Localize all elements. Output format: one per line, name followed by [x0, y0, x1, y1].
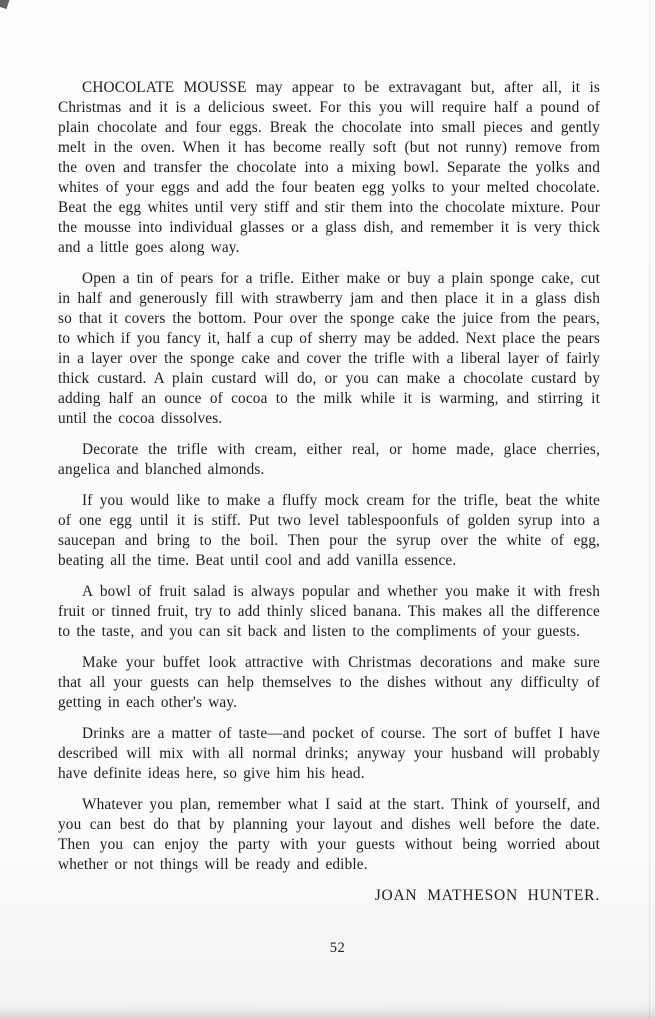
paragraph-pear-trifle: Open a tin of pears for a trifle. Either make or buy a plain sponge cake, cut in half and generously fill with strawberry jam and then place it in a glass dish so that it covers the bottom. Pour over the sponge cake the juice from the pears, to which if you fancy it, half a cup of sherry may be added. Next place the pears in a layer over the sponge cake and cover the trifle with a liberal layer of fairly thick custard. A plain custard will do, or you can make a chocolate custard by adding half an ounce of cocoa to the milk while it is warming, and stirring it until the cocoa dissolves.	[58, 270, 600, 427]
paragraph-mock-cream: If you would like to make a fluffy mock cream for the trifle, beat the white of one egg until it is stiff. Put two level tablespoonfuls of golden syrup into a saucepan and bring to the boil. Then pour the syrup over the white of egg, beating all the time. Beat until cool and add vanilla essence.	[58, 492, 600, 569]
paragraph-chocolate-mousse: CHOCOLATE MOUSSE may appear to be extravagant but, after all, it is Christmas and it is a delicious sweet. For this you will require half a pound of plain chocolate and four eggs. Break the chocolate into small pieces and gently melt in the oven. When it has become really soft (but not runny) remove from the oven and transfer the chocolate into a mixing bowl. Separate the yolks and whites of your eggs and add the four beaten egg yolks to your melted chocolate. Beat the egg whites until very stiff and stir them into the chocolate mixture. Pour the mousse into individual glasses or a glass dish, and remember it is very thick and a little goes along way.	[58, 79, 600, 256]
paragraph-decorate-trifle: Decorate the trifle with cream, either real, or home made, glace cherries, angelica and blanched almonds.	[58, 441, 600, 478]
scan-corner-mark	[0, 0, 11, 9]
scan-edge-line	[649, 0, 650, 1018]
page-number: 52	[329, 940, 346, 956]
paragraph-fruit-salad: A bowl of fruit salad is always popular and whether you make it with fresh fruit or tinned fruit, try to add thinly sliced banana. This makes all the difference to the taste, and you can sit back and listen to the compliments of your guests.	[58, 583, 600, 640]
paragraph-drinks: Drinks are a matter of taste—and pocket of course. The sort of buffet I have described will mix with all normal drinks; anyway your husband will probably have definite ideas here, so give him his head.	[58, 725, 600, 782]
page-text-block	[58, 78, 600, 906]
author-signature: JOAN MATHESON HUNTER.	[374, 887, 600, 904]
scan-bottom-shading	[0, 1004, 655, 1018]
paragraph-buffet-decorations: Make your buffet look attractive with Christmas decorations and make sure that all your guests can help themselves to the dishes without any difficulty of getting in each other's way.	[58, 654, 600, 711]
paragraph-closing-advice: Whatever you plan, remember what I said at the start. Think of yourself, and you can best do that by planning your layout and dishes well before the date. Then you can enjoy the party with your guests without being worried about whether or not things will be ready and edible.	[58, 796, 600, 873]
